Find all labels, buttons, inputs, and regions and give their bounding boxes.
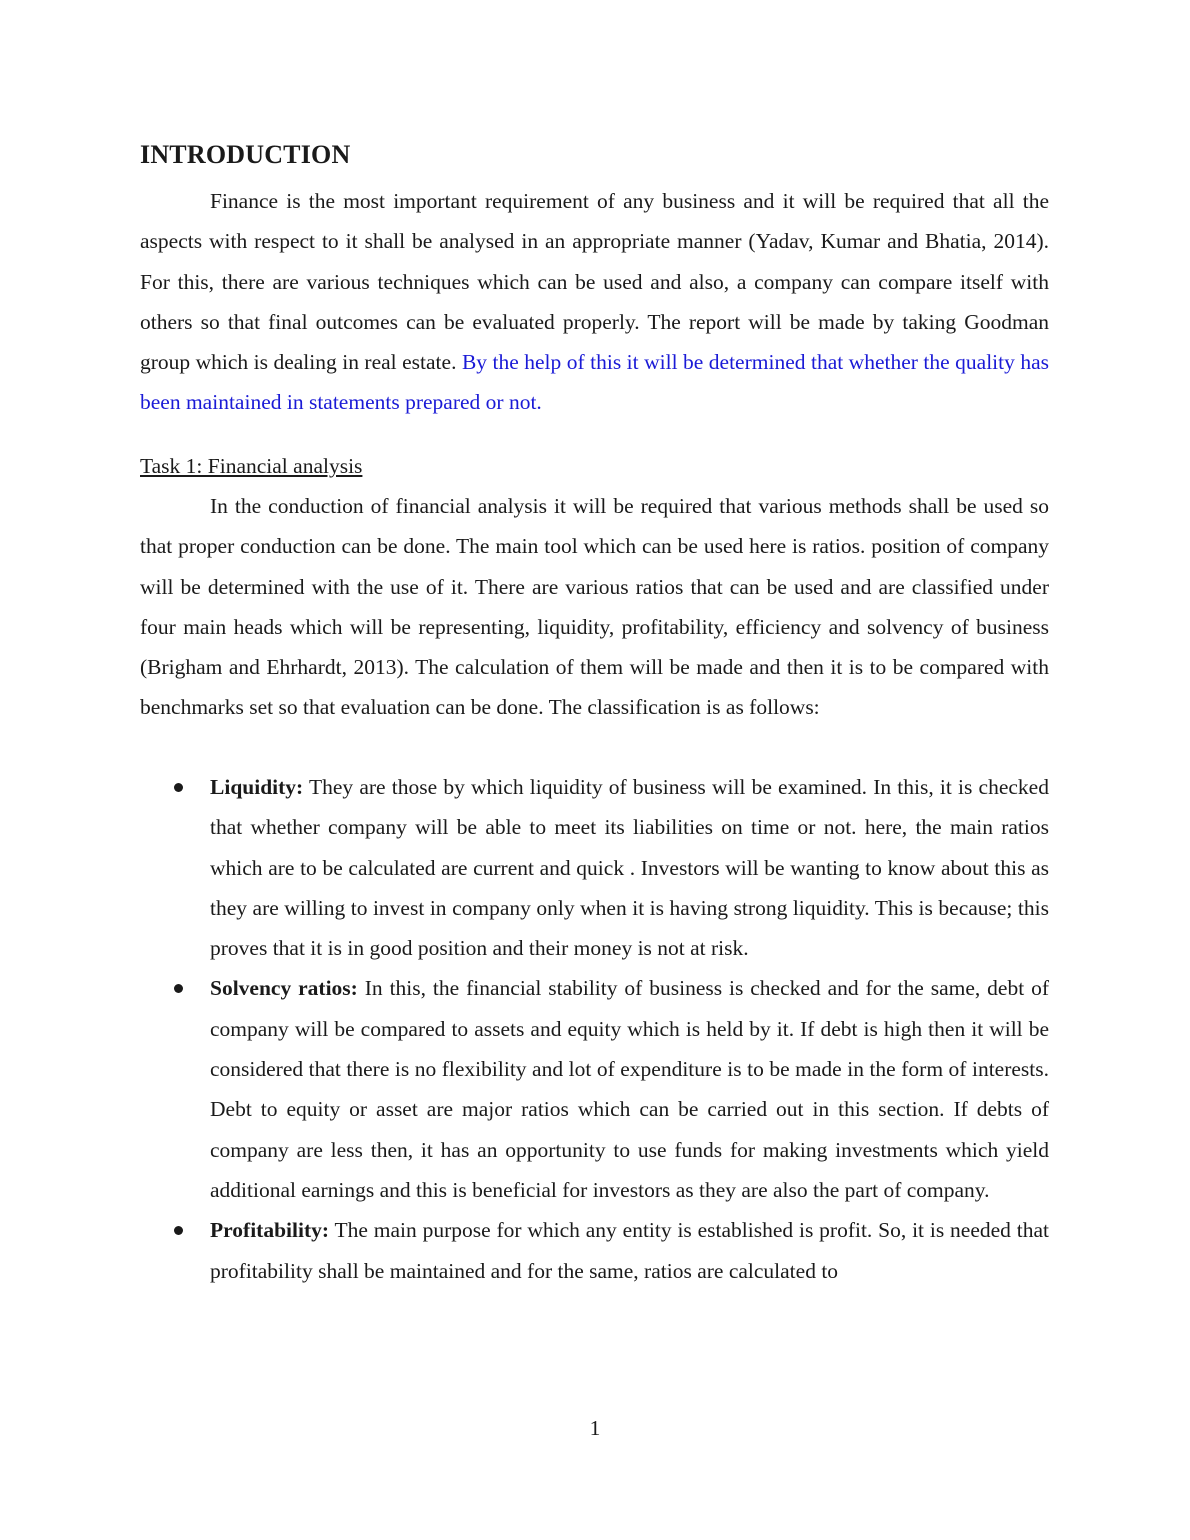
section-heading-introduction: INTRODUCTION xyxy=(140,140,351,169)
list-item-text: They are those by which liquidity of business will be examined. In this, it is checked that whether company will be able to meet its liabilities on time or not. here, the main ratios which are to be calculated are current and quick . Investors will be wanting to know about this as they are willing to invest in company only when it is having strong liquidity. This is because; this proves that it is in good position and their money is not at risk. xyxy=(210,775,1049,961)
intro-paragraph xyxy=(140,181,1049,423)
bullet-icon xyxy=(174,984,183,993)
list-item-label: Profitability: xyxy=(210,1218,330,1243)
page-number: 1 xyxy=(589,1416,601,1440)
list-item-text: In this, the financial stability of business is checked and for the same, debt of company will be compared to assets and equity which is held by it. If debt is high then it will be considered that there is no flexibility and lot of expenditure is to be made in the form of interests. Debt to equity or asset are major ratios which can be carried out in this section. If debts of company are less then, it has an opportunity to use funds for making investments which yield additional earnings and this is beneficial for investors as they are also the part of company. xyxy=(210,976,1049,1202)
list-item-label: Liquidity: xyxy=(210,775,304,799)
intro-highlighted-text: By the help of this it will be determined that whether the quality has been maintained in statements prepared or not. xyxy=(140,350,1049,415)
ratio-classification-list xyxy=(140,767,1049,1291)
intro-text: Finance is the most important requirement of any business and it will be required that all the aspects with respect to it shall be analysed in an appropriate manner (Yadav, Kumar and Bhatia, 2014). For this, there are various techniques which can be used and also, a company can compare itself with others so that final outcomes can be evaluated properly. The report will be made by taking Goodman group which is dealing in real estate. xyxy=(140,189,1049,375)
list-item-label: Solvency ratios: xyxy=(210,976,358,1001)
list-item-liquidity xyxy=(140,767,1049,968)
list-item-solvency xyxy=(140,968,1049,1210)
list-item-text: The main purpose for which any entity is established is profit. So, it is needed that profitability shall be maintained and for the same, ratios are calculated to xyxy=(210,1218,1049,1283)
list-item-profitability xyxy=(140,1210,1049,1291)
task1-heading: Task 1: Financial analysis xyxy=(140,454,363,478)
task1-paragraph xyxy=(140,486,1049,728)
bullet-icon xyxy=(174,783,183,792)
bullet-icon xyxy=(174,1226,183,1235)
task1-text: In the conduction of financial analysis it will be required that various methods shall be used so that proper conduction can be done. The main tool which can be used here is ratios. position of company will be determined with the use of it. There are various ratios that can be used and are classified under four main heads which will be representing, liquidity, profitability, efficiency and solvency of business (Brigham and Ehrhardt, 2013). The calculation of them will be made and then it is to be compared with benchmarks set so that evaluation can be done. The classification is as follows: xyxy=(140,494,1049,720)
